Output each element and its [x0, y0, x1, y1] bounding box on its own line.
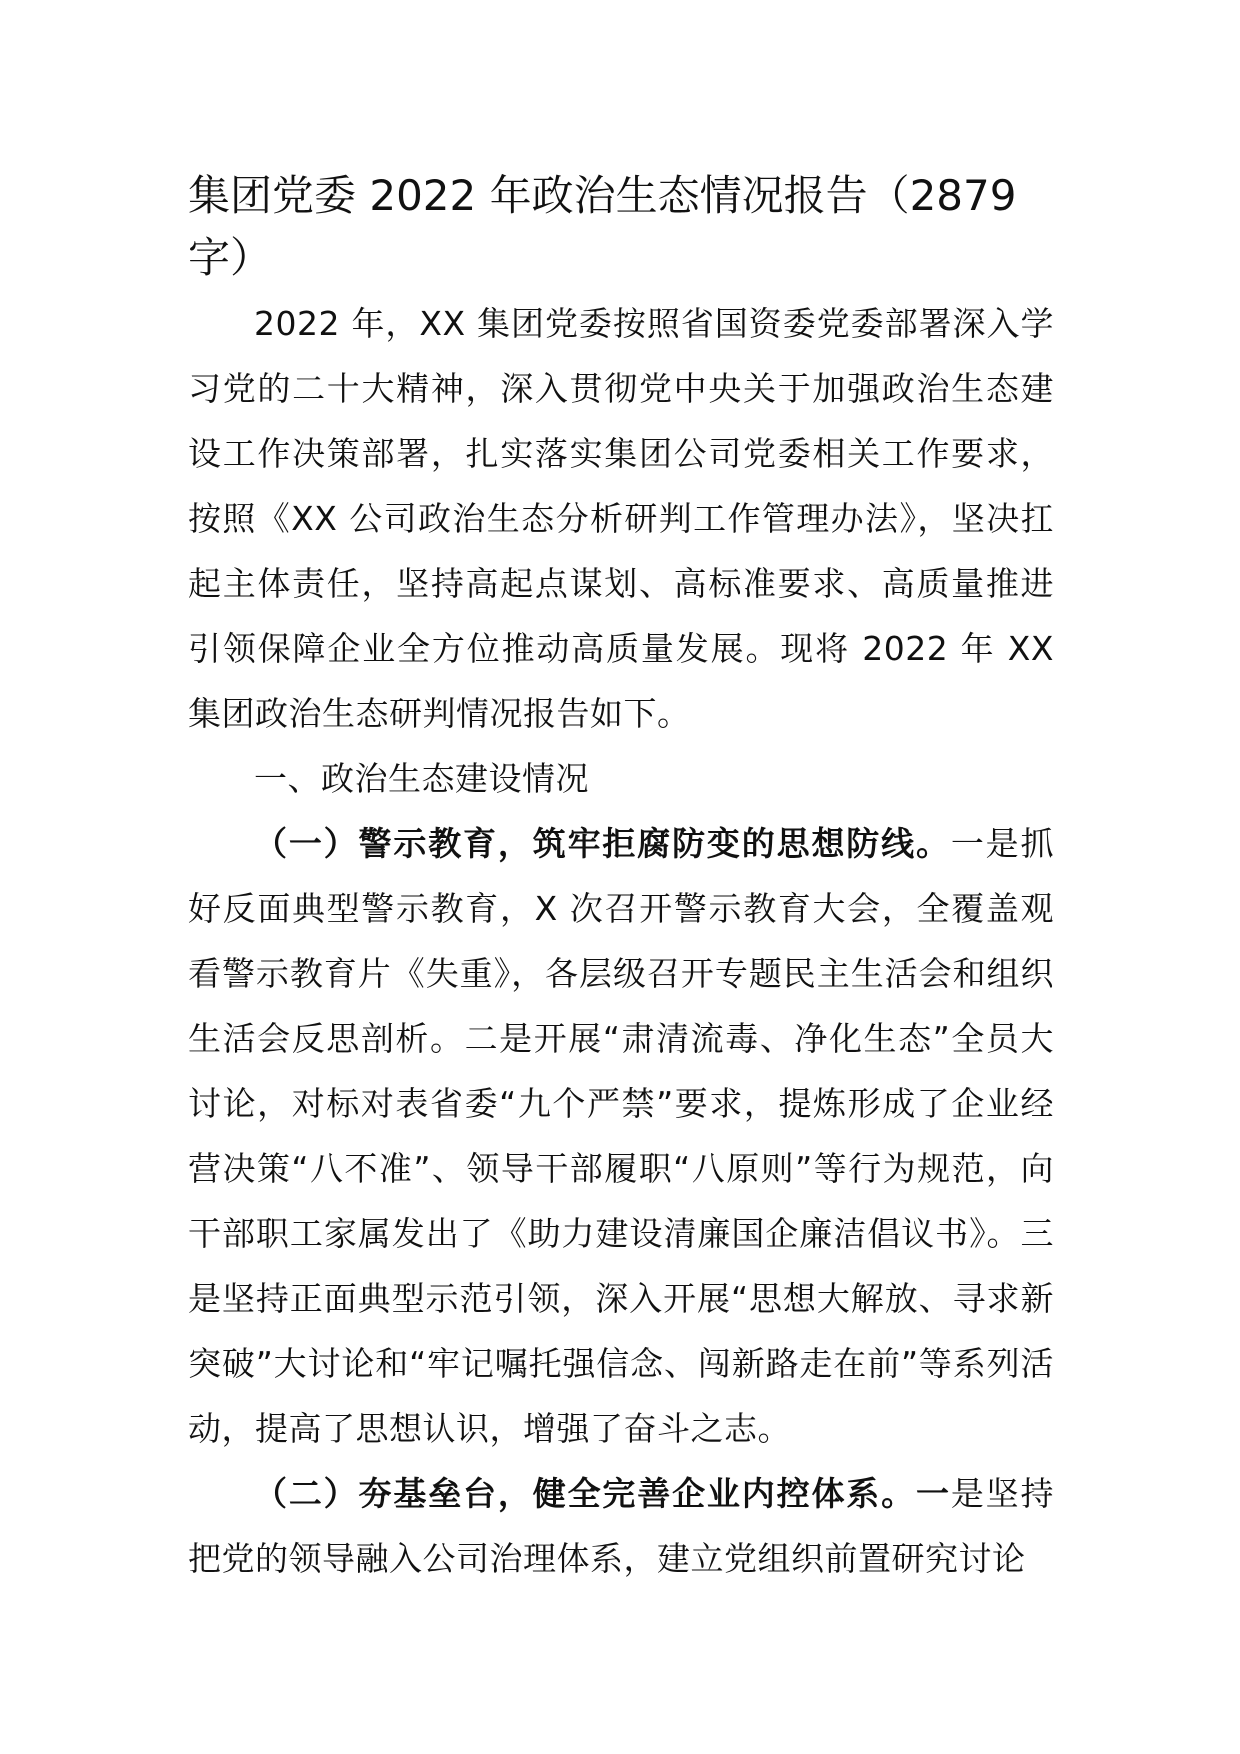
subsection-1-paragraph: [188, 811, 1054, 1461]
subsection-1-body: 一是抓好反面典型警示教育，X 次召开警示教育大会，全覆盖观看警示教育片《失重》，各层级召开专题民主生活会和组织生活会反思剖析。二是开展“肃清流毒、净化生态”全员大讨论，对标对表省委“九个严禁”要求，提炼形成了企业经营决策“八不准”、领导干部履职“八原则”等行为规范，向干部职工家属发出了《助力建设清廉国企廉洁倡议书》。三是坚持正面典型示范引领，深入开展“思想大解放、寻求新突破”大讨论和“牢记嘱托强信念、闯新路走在前”等系列活动，提高了思想认识，增强了奋斗之志。: [188, 824, 1055, 1448]
intro-paragraph: 2022 年，XX 集团党委按照省国资委党委部署深入学习党的二十大精神，深入贯彻党中央关于加强政治生态建设工作决策部署，扎实落实集团公司党委相关工作要求，按照《XX 公司政治生态分析研判工作管理办法》，坚决扛起主体责任，坚持高起点谋划、高标准要求、高质量推进引领保障企业全方位推动高质量发展。现将 2022 年 XX 集团政治生态研判情况报告如下。: [188, 304, 1054, 733]
subsection-2-title: （二）夯基垒台，健全完善企业内控体系。: [254, 1474, 916, 1513]
document-page: [188, 165, 1054, 1591]
subsection-2-lead: 一: [915, 1474, 951, 1513]
section-heading-1: 一、政治生态建设情况: [254, 759, 589, 798]
subsection-1-title: （一）警示教育，筑牢拒腐防变的思想防线。: [254, 824, 951, 863]
document-title: 集团党委 2022 年政治生态情况报告（2879 字）: [188, 171, 1017, 282]
subsection-2-body: 是坚持把党的领导融入公司治理体系，建立党组织前置研究讨论: [188, 1474, 1055, 1578]
subsection-2-paragraph: [188, 1461, 1054, 1591]
